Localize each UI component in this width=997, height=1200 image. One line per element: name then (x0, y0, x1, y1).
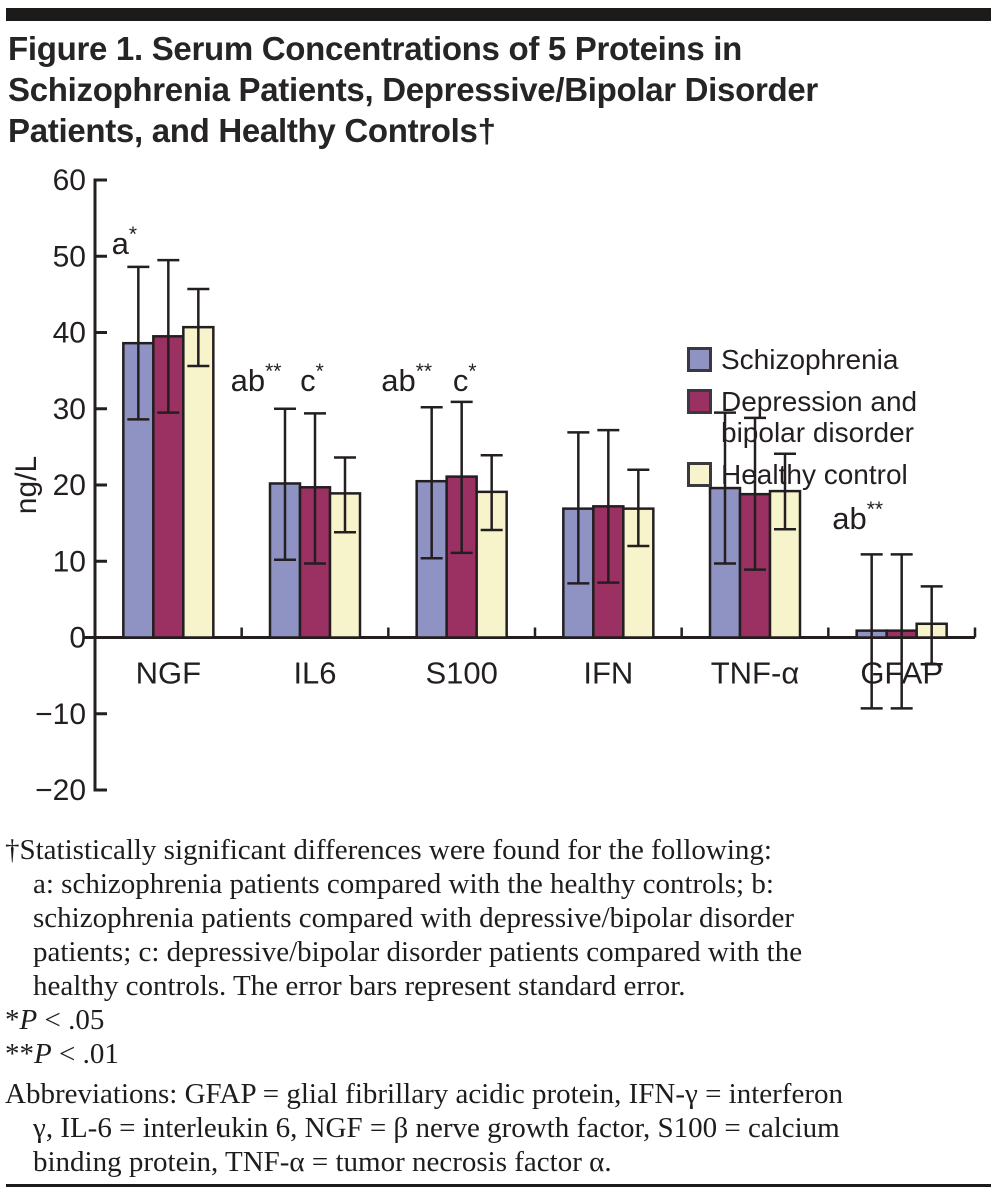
y-tick-label: 40 (52, 316, 86, 350)
title-line: Schizophrenia Patients, Depressive/Bipolar Disorder (8, 71, 818, 108)
y-tick-label: −10 (35, 697, 86, 731)
category-label: NGF (135, 655, 202, 691)
legend-label: Depression and bipolar disorder (721, 386, 918, 448)
abbreviations-note (5, 1077, 993, 1179)
figure-title (8, 28, 818, 151)
abbreviation-line: Abbreviations: GFAP = glial fibrillary acidic protein, IFN-γ = interferon (5, 1078, 843, 1110)
y-tick-label: 0 (69, 621, 86, 655)
dagger-note-line: †Statistically significant differences were found for the following: (5, 834, 772, 866)
dagger-note-line: a: schizophrenia patients compared with the healthy controls; b: (33, 868, 774, 900)
y-tick-label: 30 (52, 392, 86, 426)
legend-label: Healthy control (721, 459, 908, 490)
dagger-note-line: healthy controls. The error bars represent standard error. (33, 970, 686, 1002)
p-value-note: *P < .05 (5, 1004, 105, 1036)
category-label: IL6 (293, 655, 337, 691)
chart-canvas (0, 158, 997, 834)
sig-annotation: a* (111, 222, 138, 261)
bottom-rule (6, 1184, 991, 1187)
y-tick-label: 10 (52, 545, 86, 579)
category-label: IFN (583, 655, 634, 691)
legend-item (687, 344, 917, 375)
dagger-note-line: patients; c: depressive/bipolar disorder patients compared with the (33, 936, 803, 968)
sig-annotation: c* (452, 360, 477, 399)
legend-swatch (687, 462, 712, 487)
y-tick-label: −20 (35, 774, 86, 807)
category-label: TNF-α (710, 655, 800, 691)
footnotes (5, 833, 993, 1179)
y-tick-label: 60 (52, 164, 86, 197)
legend-label: Schizophrenia (721, 344, 899, 375)
sig-annotation: c* (300, 360, 324, 399)
title-line: Figure 1. Serum Concentrations of 5 Proteins in (8, 30, 743, 67)
p-value-note: **P < .01 (5, 1038, 119, 1070)
category-label: GFAP (860, 655, 944, 691)
bar-chart (0, 158, 997, 834)
y-tick-label: 20 (52, 469, 86, 502)
sig-annotation: ab** (832, 498, 884, 537)
title-line: Patients, and Healthy Controls† (8, 112, 496, 149)
y-tick-label: 50 (52, 240, 86, 274)
sig-annotation: ab** (230, 360, 282, 399)
legend-swatch (687, 389, 712, 414)
sig-annotation: ab** (381, 360, 433, 399)
y-axis-label: ng/L (10, 455, 43, 515)
bar (183, 327, 213, 637)
abbreviation-line: binding protein, TNF-α = tumor necrosis factor α. (33, 1146, 612, 1178)
top-rule (6, 8, 991, 21)
chart-legend (687, 344, 917, 490)
legend-swatch (687, 347, 712, 372)
legend-item (687, 459, 917, 490)
category-label: S100 (425, 655, 498, 691)
abbreviation-line: γ, IL-6 = interleukin 6, NGF = β nerve growth factor, S100 = calcium (33, 1112, 840, 1144)
legend-item (687, 386, 917, 448)
dagger-note-line: schizophrenia patients compared with depressive/bipolar disorder (33, 902, 795, 934)
